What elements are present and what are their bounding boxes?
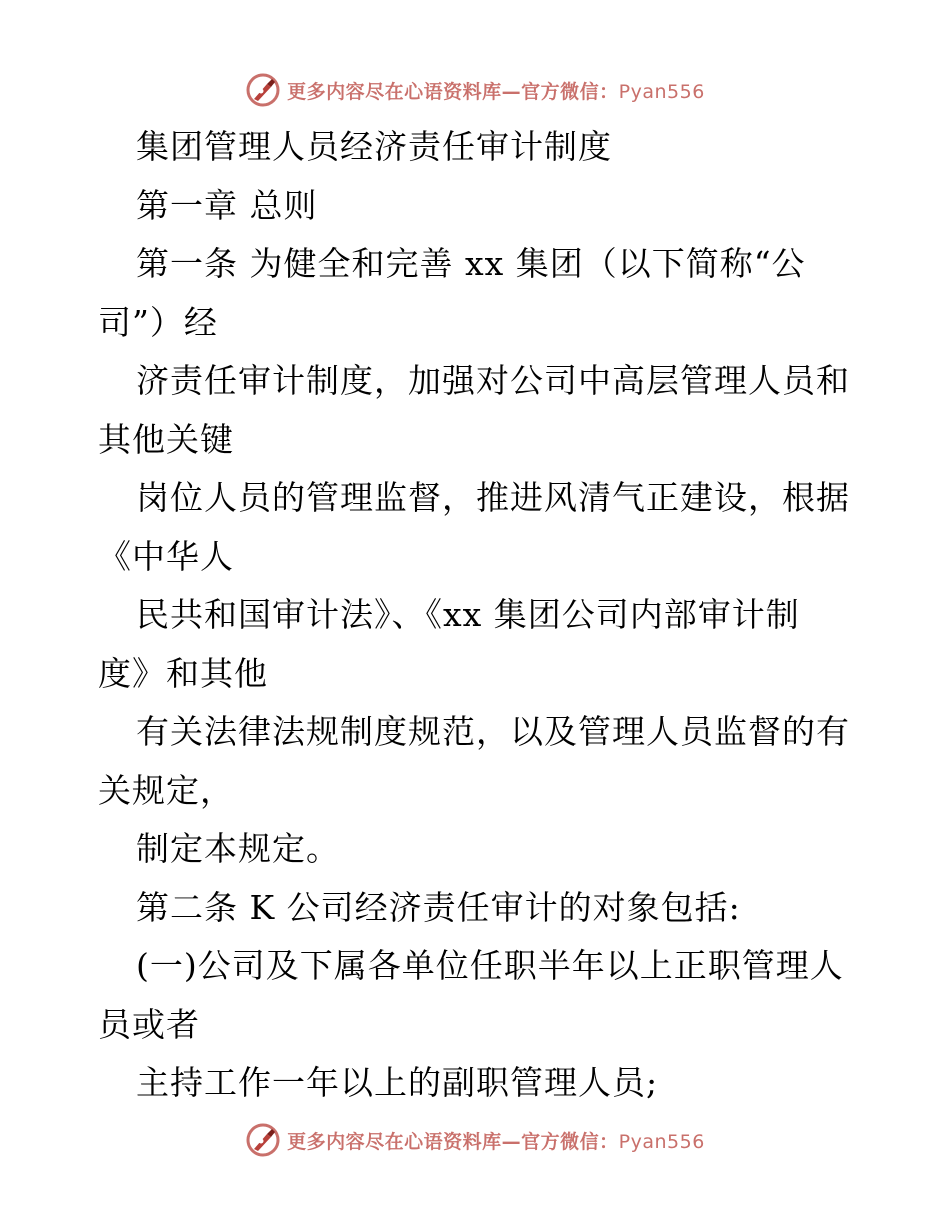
header-watermark-id: Pyan556 xyxy=(618,80,705,103)
doc-line: 《中华人 xyxy=(98,536,234,576)
doc-line: 集团管理人员经济责任审计制度 xyxy=(136,127,612,166)
pen-logo-icon xyxy=(245,1122,281,1158)
doc-line: 民共和国审计法》、《xx 集团公司内部审计制 xyxy=(136,595,800,634)
header-watermark-text: 更多内容尽在心语资料库—官方微信： xyxy=(287,80,619,103)
doc-line: 司”）经 xyxy=(98,302,218,342)
doc-line: 员或者 xyxy=(98,1004,200,1044)
document-body xyxy=(98,118,858,1113)
doc-line: 第一条 为健全和完善 xx 集团（以下简称“公 xyxy=(136,244,806,283)
header-watermark xyxy=(0,70,950,110)
doc-line: (一)公司及下属各单位任职半年以上正职管理人 xyxy=(136,946,844,985)
doc-line: 第一章 总则 xyxy=(136,185,318,225)
doc-line: 济责任审计制度，加强对公司中高层管理人员和 xyxy=(136,361,850,400)
doc-line: 制定本规定。 xyxy=(136,829,340,868)
footer-watermark-text: 更多内容尽在心语资料库—官方微信： xyxy=(287,1130,619,1153)
pen-logo-icon xyxy=(245,72,281,108)
footer-watermark-id: Pyan556 xyxy=(618,1130,705,1153)
doc-line: 其他关键 xyxy=(98,419,234,459)
doc-line: 岗位人员的管理监督，推进风清气正建设，根据 xyxy=(136,478,850,517)
doc-line: 有关法律法规制度规范，以及管理人员监督的有 xyxy=(136,712,850,751)
doc-line: 主持工作一年以上的副职管理人员; xyxy=(136,1063,659,1102)
footer-watermark xyxy=(0,1120,950,1160)
doc-line: 第二条 K 公司经济责任审计的对象包括: xyxy=(136,887,741,927)
doc-line: 度》和其他 xyxy=(98,653,268,693)
doc-line: 关规定， xyxy=(98,770,234,810)
